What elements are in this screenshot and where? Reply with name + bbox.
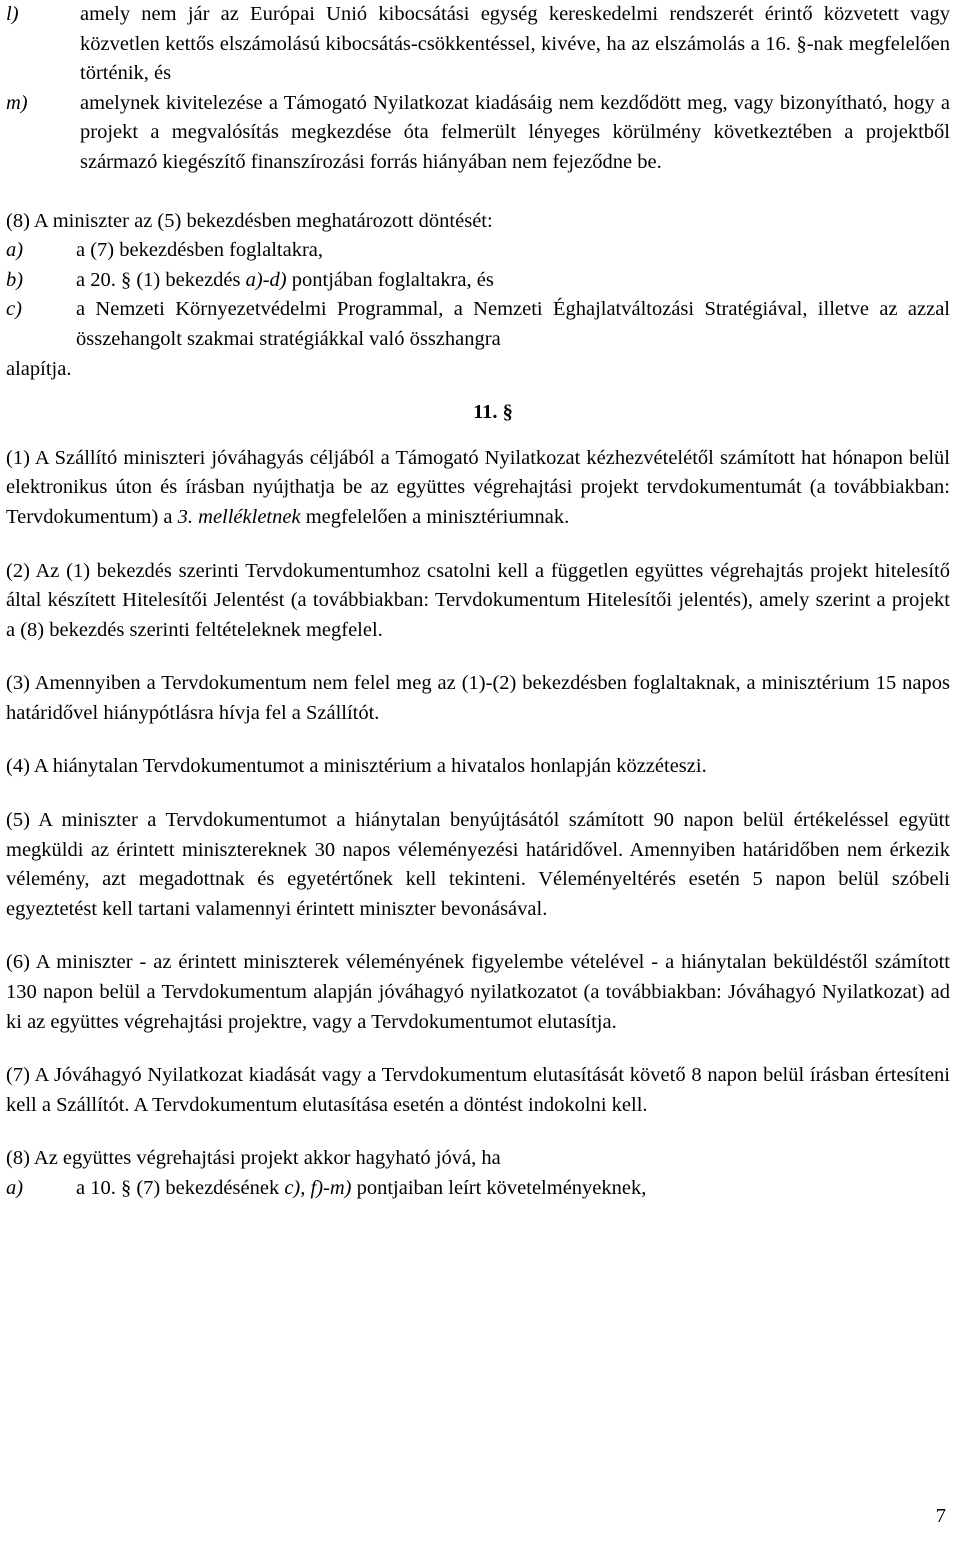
item-text-em: c), f)-m)	[284, 1177, 352, 1199]
item-text-post: pontjaiban leírt követelményeknek,	[351, 1177, 647, 1199]
paragraph-8-intro: (8) A miniszter az (5) bekezdésben meghatározott döntését:	[6, 209, 493, 232]
item-text-pre: a 10. § (7) bekezdésének	[76, 1177, 285, 1199]
paragraph-text-pre: (1) A Szállító miniszteri jóváhagyás céljából a Támogató Nyilatkozat kézhezvételétől számított hat hónapon belül elektronikus úton és írásban nyújthatja be az együttes végrehajtási projekt tervdokumentumát (a továbbiakban: Tervdokumentum) a	[6, 446, 950, 528]
paragraph-3: (3) Amennyiben a Tervdokumentum nem felel meg az (1)-(2) bekezdésben foglaltaknak, a minisztérium 15 napos határidővel hiánypótlásra hívja fel a Szállítót.	[6, 672, 950, 724]
paragraph-4: (4) A hiánytalan Tervdokumentumot a minisztérium a hivatalos honlapján közzéteszi.	[6, 755, 707, 778]
paragraph-1	[6, 444, 950, 533]
list-item-a-2	[6, 1174, 950, 1204]
item-marker: m)	[6, 91, 28, 114]
item-text: amelynek kivitelezése a Támogató Nyilatkozat kiadásáig nem kezdődött meg, vagy bizonyítható, hogy a projekt a megvalósítás megkezdése óta felmerült lényeges körülmény következtében a projektből származó kiegészítő finanszírozási forrás hiányában nem fejeződne be.	[80, 91, 950, 173]
item-marker: a)	[6, 239, 24, 262]
page-number: 7	[935, 1505, 946, 1527]
item-marker: c)	[6, 298, 22, 321]
document-page	[6, 0, 950, 1204]
list-item-l	[6, 0, 950, 89]
list-item-c	[6, 295, 950, 354]
paragraph-text-post: megfelelően a minisztériumnak.	[300, 505, 570, 528]
item-marker: l)	[6, 3, 19, 25]
paragraph-2: (2) Az (1) bekezdés szerinti Tervdokumentumhoz csatolni kell a független együttes végrehajtás projekt hitelesítő által készített Hitelesítői Jelentést (a továbbiakban: Tervdokumentum Hitelesítői jelentés), amely szerint a projekt a (8) bekezdés szerinti feltételeknek megfelel.	[6, 559, 950, 641]
paragraph-text-em: 3. mellékletnek	[177, 505, 301, 528]
list-item-m	[6, 89, 950, 178]
paragraph-8-closing: alapítja.	[6, 357, 72, 380]
paragraph-7: (7) A Jóváhagyó Nyilatkozat kiadását vagy a Tervdokumentum elutasítását követő 8 napon belül írásban értesíteni kell a Szállítót. A Tervdokumentum elutasítása esetén a döntést indokolni kell.	[6, 1064, 950, 1116]
item-text: a Nemzeti Környezetvédelmi Programmal, a Nemzeti Éghajlatváltozási Stratégiával, illetve az azzal összehangolt szakmai stratégiákkal való összhangra	[76, 298, 950, 350]
section-heading: 11. §	[473, 401, 513, 424]
paragraph-6: (6) A miniszter - az érintett miniszterek véleményének figyelembe vételével - a hiánytalan beküldéstől számított 130 napon belül a Tervdokumentum alapján jóváhagyó nyilatkozatot (a továbbiakban: Jóváhagyó Nyilatkozat) ad ki az együttes végrehajtási projektre, vagy a Tervdokumentumot elutasítja.	[6, 951, 950, 1033]
item-marker: b)	[6, 268, 24, 291]
item-text: a (7) bekezdésben foglaltakra,	[76, 239, 324, 262]
list-item-a	[6, 236, 950, 266]
item-text-em: a)-d)	[245, 268, 287, 291]
item-marker: a)	[6, 1177, 24, 1199]
item-text-post: pontjában foglaltakra, és	[286, 268, 494, 291]
paragraph-5: (5) A miniszter a Tervdokumentumot a hiánytalan benyújtásától számított 90 napon belül értékeléssel együtt megküldi az érintett minisztereknek 30 napos véleményezési határidővel. Amennyiben határidőben nem érkezik vélemény, azt megadottnak és egyetértőnek kell tekinteni. Véleményeltérés esetén 5 napon belül szóbeli egyeztetést kell tartani valamennyi érintett miniszter bevonásával.	[6, 809, 950, 920]
list-item-b	[6, 266, 950, 296]
paragraph-8b-intro: (8) Az együttes végrehajtási projekt akkor hagyható jóvá, ha	[6, 1147, 501, 1170]
item-text-pre: a 20. § (1) bekezdés	[76, 268, 246, 291]
item-text: amely nem jár az Európai Unió kibocsátási egység kereskedelmi rendszerét érintő közvetett vagy közvetlen kettős elszámolású kibocsátás-csökkentéssel, kivéve, ha az elszámolás a 16. §-nak megfelelően történik, és	[80, 3, 950, 85]
